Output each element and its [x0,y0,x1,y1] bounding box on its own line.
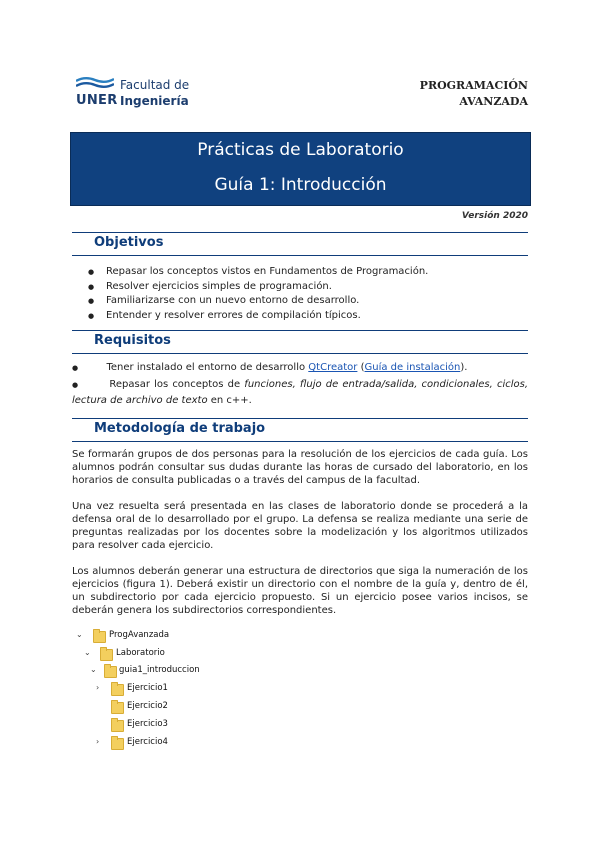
paren-close: ). [460,362,468,373]
paragraph-3: Los alumnos deberán generar una estructura de directorios que siga la numeración de los ejercicios (figura 1). Deberá existir un directorio con el nombre de la guía y, dentro de él, un subdirectorio por cada ejercicio propuesto. Si un ejercicio posee varios incisos, se deberán genera los subdirectorios correspondientes. [72,566,528,616]
course-title-line1: PROGRAMACIÓN [419,79,528,92]
requirement-emphasis: funciones, flujo de entrada/salida, condicionales, ciclos, lectura de archivo de texto [72,379,529,406]
tree-label: Ejercicio1 [127,683,168,693]
chevron-down-icon[interactable]: ⌄ [84,648,91,657]
banner-title: Prácticas de Laboratorio [197,140,404,160]
requirement-item-2 [72,377,528,408]
objectives-list [88,265,508,323]
tree-label: ProgAvanzada [109,630,170,640]
list-item: ● Entender y resolver errores de compilación típicos. [88,309,508,324]
directory-tree [76,630,276,750]
list-item: ● Resolver ejercicios simples de programación. [88,280,508,295]
folder-icon [111,720,124,732]
chevron-down-icon[interactable]: ⌄ [76,630,83,639]
course-title-line2: AVANZADA [459,95,528,108]
faculty-logo [76,76,196,110]
list-item: ● Repasar los conceptos vistos en Fundamentos de Programación. [88,265,508,280]
folder-icon [93,631,106,643]
title-banner [70,132,531,206]
banner-subtitle: Guía 1: Introducción [214,175,387,195]
tree-label: Ejercicio4 [127,737,168,747]
waves-icon [76,76,114,94]
requirement-item-1 [72,361,528,375]
logo-text-ingenieria: Ingeniería [120,94,189,108]
paragraph-1: Se formarán grupos de dos personas para la resolución de los ejercicios de cada guía. Los alumnos podrán consultar sus dudas durante las horas de cursado del laboratorio, en los horarios de consulta publicadas o a través del campus de la facultad. [72,449,528,486]
section-heading: Metodología de trabajo [94,421,266,436]
folder-icon [100,649,113,661]
section-heading: Requisitos [94,333,171,348]
logo-text-uner: UNER [76,93,118,108]
section-metodologia [72,418,528,442]
folder-icon [111,738,124,750]
list-item: ● Familiarizarse con un nuevo entorno de desarrollo. [88,294,508,309]
folder-icon [111,702,124,714]
bullet-icon: ● [72,364,79,372]
section-heading: Objetivos [94,235,164,250]
chevron-right-icon[interactable]: › [96,737,100,746]
chevron-right-icon[interactable]: › [96,683,100,692]
requirement-text-end: en c++. [210,395,252,406]
bullet-icon: ● [72,381,80,389]
version-label: Versión 2020 [461,211,528,221]
folder-icon [104,666,117,678]
paragraph-2: Una vez resuelta será presentada en las clases de laboratorio donde se procederá a la defensa oral de lo desarrollado por el grupo. La defensa se realiza mediante una serie de preguntas realizadas por los docentes sobre la modelización y los algoritmos utilizados para resolver cada ejercicio. [72,501,528,551]
logo-text-facultad: Facultad de [120,78,190,92]
paren-open: ( [360,362,365,373]
course-title [420,78,528,110]
requirement-text: Tener instalado el entorno de desarrollo [106,362,306,373]
tree-label: Ejercicio2 [127,701,168,711]
section-requisitos [72,330,528,354]
tree-label: Laboratorio [116,648,165,658]
requirement-text: Repasar los conceptos de [109,379,241,390]
qtcreator-link[interactable]: QtCreator [308,362,358,373]
tree-label: Ejercicio3 [127,719,168,729]
install-guide-link[interactable]: Guía de instalación [364,362,461,373]
section-objetivos [72,232,528,256]
tree-label: guia1_introduccion [119,665,200,675]
folder-icon [111,684,124,696]
chevron-down-icon[interactable]: ⌄ [90,665,97,674]
